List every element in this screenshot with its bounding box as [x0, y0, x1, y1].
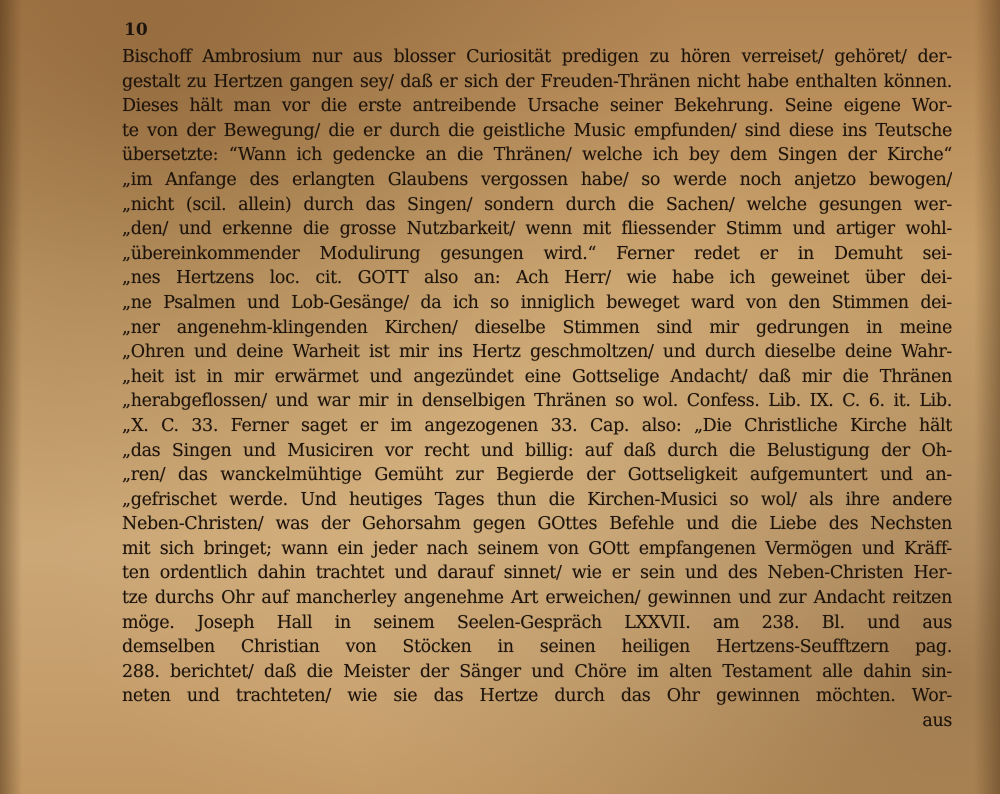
text-line: „X. C. 33. Ferner saget er im angezogenen 33. Cap. also: „Die Christliche Kirche hält	[122, 415, 952, 436]
text-line: „nicht (scil. allein) durch das Singen/ sondern durch die Sachen/ welche gesungen wer-	[122, 194, 952, 215]
page-number: 10	[124, 20, 148, 40]
text-line: „ne Psalmen und Lob-Gesänge/ da ich so inniglich beweget ward von den Stimmen dei-	[122, 292, 952, 313]
text-line: „Ohren und deine Warheit ist mir ins Hertz geschmoltzen/ und durch dieselbe deine Wahr-	[122, 342, 952, 363]
text-line: mit sich bringet; wann ein jeder nach seinem von GOtt empfangenen Vermögen und Kräff-	[122, 538, 952, 559]
catchword: aus	[922, 711, 952, 732]
text-line: „gefrischet werde. Und heutiges Tages thun die Kirchen-Musici so wol/ als ihre andere	[122, 489, 952, 510]
text-line: „übereinkommender Modulirung gesungen wird.“ Ferner redet er in Demuht sei-	[122, 243, 952, 264]
text-line: „nes Hertzens loc. cit. GOTT also an: Ach Herr/ wie habe ich geweinet über dei-	[122, 268, 952, 289]
body-text	[122, 45, 952, 734]
text-line: 288. berichtet/ daß die Meister der Sänger und Chöre im alten Testament alle dahin sin-	[122, 661, 952, 682]
text-line: Dieses hält man vor die erste antreibende Ursache seiner Bekehrung. Seine eigene Wor-	[122, 96, 952, 117]
text-line: „herabgeflossen/ und war mir in denselbigen Thränen so wol. Confess. Lib. IX. C. 6. it. Lib.	[122, 391, 952, 412]
text-line: Bischoff Ambrosium nur aus blosser Curiosität predigen zu hören verreiset/ gehöret/ der-	[122, 47, 952, 67]
text-line: tze durchs Ohr auf mancherley angenehme Art erweichen/ gewinnen und zur Andacht reitzen	[122, 588, 952, 609]
text-line: übersetzte: “Wann ich gedencke an die Thränen/ welche ich bey dem Singen der Kirche“	[122, 145, 952, 166]
text-line: „ren/ das wanckelmühtige Gemüht zur Begierde der Gottseligkeit aufgemuntert und an-	[122, 465, 952, 486]
text-line: „heit ist in mir erwärmet und angezündet eine Gottselige Andacht/ daß mir die Thränen	[122, 366, 952, 387]
text-line: demselben Christian von Stöcken in seinen heiligen Hertzens-Seufftzern pag.	[122, 637, 952, 658]
text-line: te von der Bewegung/ die er durch die geistliche Music empfunden/ sind diese ins Teutsche	[122, 120, 952, 141]
text-line: neten und trachteten/ wie sie das Hertze durch das Ohr gewinnen möchten. Wor-	[122, 686, 952, 707]
text-line: „den/ und erkenne die grosse Nutzbarkeit/ wenn mit fliessender Stimm und artiger wohl-	[122, 219, 952, 240]
text-line: Neben-Christen/ was der Gehorsahm gegen GOttes Befehle und die Liebe des Nechsten	[122, 514, 952, 535]
text-line: ten ordentlich dahin trachtet und darauf sinnet/ wie er sein und des Neben-Christen Her-	[122, 563, 952, 584]
text-line: „ner angenehm-klingenden Kirchen/ dieselbe Stimmen sind mir gedrungen in meine	[122, 317, 952, 338]
text-line: möge. Joseph Hall in seinem Seelen-Gespräch LXXVII. am 238. Bl. und aus	[122, 612, 952, 633]
text-line: gestalt zu Hertzen gangen sey/ daß er sich der Freuden-Thränen nicht habe enthalten können.	[122, 71, 952, 92]
text-line: „im Anfange des erlangten Glaubens vergossen habe/ so werde noch anjetzo bewogen/	[122, 169, 952, 190]
text-line: „das Singen und Musiciren vor recht und billig: auf daß durch die Belustigung der Oh-	[122, 440, 952, 461]
